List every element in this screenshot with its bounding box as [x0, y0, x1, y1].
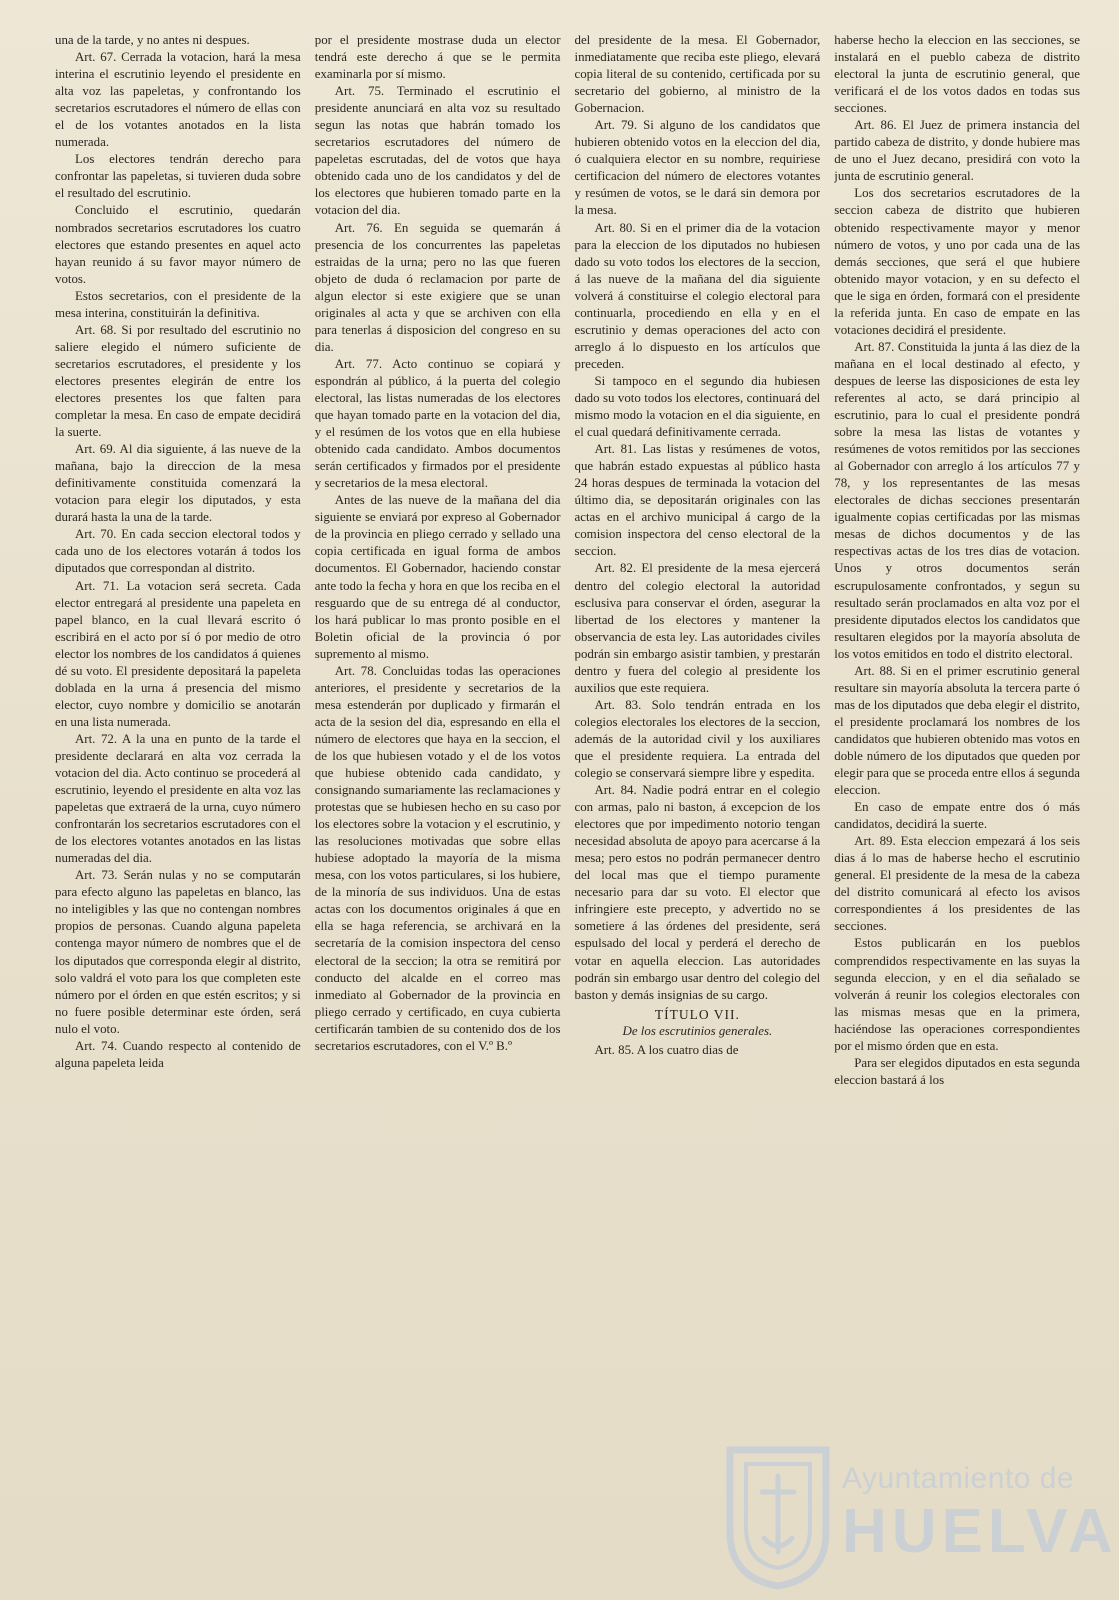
article-paragraph: Art. 78. Concluidas todas las operaciones anteriores, el presidente y secretarios de la mesa estenderán por duplicado y firmarán el acta de la sesion del dia, espresando en ella el número de electores que haya en la seccion, el de los que hubiesen votado y el de los votos que hubiese obtenido cada candidato, y consignando sumariamente las reclamaciones y protestas que se hubiesen hecho en su caso por los electores sobre la votacion y el escrutinio, y las resoluciones motivadas que sobre ellas hubiese adoptado la mayoría de la misma mesa, con los votos particulares, si los hubiere, de la minoría de sus individuos. Una de estas actas con los documentos originales á que en ella se haga referencia, se archivará en la secretaría de la comision inspectora del censo electoral de la seccion; la otra se remitirá por conducto del alcalde en el correo mas inmediato al Gobernador de la provincia en pliego cerrado y certificado, en cuya cubierta certificarán tambien de su contenido dos de los secretarios escrutadores, con el V.º B.º: [314, 663, 561, 1053]
text-paragraph: Si tampoco en el segundo dia hubiesen dado su voto todos los electores, continuará del mismo modo la votacion en el dia siguiente, en el cual quedará definitivamente cerrada.: [574, 373, 821, 440]
text-paragraph: Estos secretarios, con el presidente de la mesa interina, constituirán la definitiva.: [55, 288, 301, 320]
article-paragraph: Art. 80. Si en el primer dia de la votacion para la eleccion de los diputados no hubiesen dado su voto todos los electores de la seccion, á las nueve de la mañana del dia siguiente volverá á constituirse el colegio electoral para continuarla, procediendo en ella y en el escrutinio y demas operaciones del acto con arreglo á lo dispuesto en los artículos que preceden.: [574, 220, 821, 371]
text-columns: [55, 32, 1080, 1572]
column-2: [315, 32, 561, 1572]
text-paragraph: haberse hecho la eleccion en las secciones, se instalará en el pueblo cabeza de distrito electoral la junta de escrutinio general, que verificará el de los votos dados en todas sus secciones.: [834, 33, 1080, 116]
article-paragraph: Art. 75. Terminado el escrutinio el presidente anunciará en alta voz su resultado segun las notas que habrán tomado los secretarios escrutadores del número de papeletas escrutadas, del de votos que haya obtenido cada uno de los candidatos y del de los electores que hubieren tomado parte en la votacion del dia.: [314, 84, 561, 218]
watermark-line1: Ayuntamiento de: [842, 1462, 1075, 1495]
watermark-line2: HUELVA: [842, 1497, 1118, 1566]
article-paragraph: Art. 70. En cada seccion electoral todos y cada uno de los electores votarán á todos los diputados que correspondan al distrito.: [55, 527, 301, 576]
article-paragraph: Art. 85. A los cuatro dias de: [594, 1042, 739, 1057]
article-paragraph: Art. 81. Las listas y resúmenes de votos, que habrán estado expuestas al público hasta 24 horas despues de terminada la votacion del último dia, se depositarán originales con las actas en el archivo municipal á cargo de la comision inspectora del censo electoral de la seccion.: [574, 442, 821, 559]
article-paragraph: Art. 86. El Juez de primera instancia del partido cabeza de distrito, y donde hubiere mas de uno el Juez decano, presidirá con voto la junta de escrutinio general.: [834, 118, 1080, 184]
column-4: [834, 32, 1080, 1572]
text-paragraph: Concluido el escrutinio, quedarán nombrados secretarios escrutadores los cuatro electores que estando presentes en aquel acto hayan reunido á su favor mayor número de votos.: [55, 203, 301, 286]
text-paragraph: por el presidente mostrase duda un elector tendrá este derecho á que se le permita examinarla por sí mismo.: [314, 33, 561, 82]
text-paragraph: Antes de las nueve de la mañana del dia siguiente se enviará por expreso al Gobernador de la provincia en pliego cerrado y sellado una copia certificada en igual forma de ambos documentos. El Gobernador, haciendo constar ante todo la fecha y hora en que los reciba en el resguardo que de su entrega dé al conductor, los hará publicar lo mas pronto posible en el Boletin oficial de la provincia ó por supremento al mismo.: [314, 493, 561, 661]
article-paragraph: Art. 76. En seguida se quemarán á presencia de los concurrentes las papeletas estraidas de la urna; pero no las que fueren objeto de duda ó reclamacion por parte de algun elector si este exigiere que se unan originales al acta y que se archiven con ella para tenerlas á disposicion del congreso en su dia.: [314, 220, 561, 354]
article-paragraph: Art. 73. Serán nulas y no se computarán para efecto alguno las papeletas en blanco, las no inteligibles y las que no contengan nombres propios de personas. Cuando alguna papeleta contenga mayor número de nombres que el de los diputados que corresponda elegir al distrito, solo valdrá el voto para los que completen este número por el órden en que estén escritos; y si no fuere posible determinar este órden, será nulo el voto.: [55, 868, 301, 1036]
column-3: [575, 32, 821, 1572]
article-paragraph: Art. 83. Solo tendrán entrada en los colegios electorales los electores de la seccion, además de la autoridad civil y los auxiliares que el presidente requiera. La entrada del colegio se conservará siempre libre y espedita.: [574, 697, 821, 781]
article-paragraph: Art. 84. Nadie podrá entrar en el colegio con armas, palo ni baston, á excepcion de los electores que por impedimento notorio tengan necesidad absoluta de apoyo para acercarse á la mesa; pero estos no podrán permanecer dentro del local mas que el tiempo puramente necesario para dar su voto. El elector que infringiere este precepto, y advertido no se sometiere á las órdenes del presidente, será espulsado del local y perderá el derecho de votar en aquella eleccion. Las autoridades podrán sin embargo usar dentro del colegio del baston y demás insignias de su cargo.: [574, 783, 821, 1002]
article-paragraph: Art. 79. Si alguno de los candidatos que hubieren obtenido votos en la eleccion del dia, ó cualquiera elector en su nombre, requiriese certificacion del número de electores votantes y resúmen de votos, se le dará sin demora por la mesa.: [574, 118, 821, 218]
article-paragraph: Art. 89. Esta eleccion empezará á los seis dias á lo mas de haberse hecho el escrutinio general. El presidente de la mesa de la cabeza del distrito comunicará al efecto los avisos correspondientes á los presidentes de las secciones.: [834, 834, 1080, 934]
article-paragraph: Art. 88. Si en el primer escrutinio general resultare sin mayoría absoluta la tercera parte ó mas de los diputados que deba elegir el distrito, el presidente proclamará los nombres de los candidatos que hubieren obtenido mas votos en doble número de los diputados que queden por elegir para que se proceda entre ellos á segunda eleccion.: [834, 663, 1080, 798]
text-paragraph: En caso de empate entre dos ó más candidatos, decidirá la suerte.: [834, 800, 1080, 832]
article-paragraph: Art. 72. A la una en punto de la tarde el presidente declarará en alta voz cerrada la votacion del dia. Acto continuo se procederá al escrutinio, leyendo el presidente en alta voz las papeletas que extraerá de la urna, cuyo número confrontarán los secretarios escrutadores con el de los electores votantes anotados en las listas numeradas del dia.: [55, 731, 301, 866]
section-title: TÍTULO VII.: [654, 1006, 740, 1022]
text-paragraph: Para ser elegidos diputados en esta segunda eleccion bastará á los: [834, 1055, 1080, 1087]
article-paragraph: Art. 87. Constituida la junta á las diez de la mañana en el local destinado al efecto, y despues de leerse las disposiciones de esta ley referentes al acto, se dará principio al escrutinio, para lo cual el presidente pondrá sobre la mesa las listas de votantes y resúmenes de votos remitidos por las secciones al Gobernador con arreglo á los artículos 77 y 78, y los representantes de las mesas electorales de dichas secciones presentarán igualmente copias certificadas por las mismas mesas de dichos documentos y de las respectivas actas de los tres dias de votacion. Unos y otros documentos serán escrupulosamente confrontados, y segun su resultado serán proclamados en alta voz por el presidente diputados electos los candidatos que resultaren elegidos por la mayoría absoluta de los votos emitidos en todo el distrito electoral.: [834, 339, 1080, 661]
article-paragraph: Art. 67. Cerrada la votacion, hará la mesa interina el escrutinio leyendo el presidente en alta voz las papeletas, y confrontando los secretarios escrutadores el número de ellas con el de los votantes anotados en la lista numerada.: [55, 50, 301, 150]
text-paragraph: Estos publicarán en los pueblos comprendidos respectivamente en las suyas la segunda eleccion, y en el dia señalado se volverán á reunir los colegios electorales con las mismas mesas que en la primera, haciéndose las operaciones correspondientes por el mismo órden que en esta.: [834, 936, 1080, 1053]
text-paragraph: una de la tarde, y no antes ni despues.: [55, 33, 250, 47]
text-paragraph: Los electores tendrán derecho para confrontar las papeletas, si tuvieren duda sobre el resultado del escrutinio.: [55, 152, 301, 201]
text-paragraph: del presidente de la mesa. El Gobernador, inmediatamente que reciba este pliego, elevará copia literal de su contenido, certificada por su secretario del gobierno, al ministro de la Gobernacion.: [574, 33, 821, 116]
article-paragraph: Art. 82. El presidente de la mesa ejercerá dentro del colegio electoral la autoridad esclusiva para conservar el órden, asegurar la libertad de los electores y mantener la observancia de esta ley. Las autoridades civiles podrán sin embargo asistir tambien, y prestarán dentro y fuera del colegio al presidente los auxilios que este requiera.: [574, 561, 821, 695]
column-1: [55, 32, 301, 1572]
article-paragraph: Art. 71. La votacion será secreta. Cada elector entregará al presidente una papeleta en papel blanco, en la cual llevará escrito ó escribirá en el acto por sí ó por medio de otro elector los nombres de los candidatos á quienes dé su voto. El presidente depositará la papeleta doblada en la urna á presencia del mismo elector, cuyo nombre y domicilio se anotarán en una lista numerada.: [55, 578, 301, 729]
article-paragraph: Art. 69. Al dia siguiente, á las nueve de la mañana, bajo la direccion de la mesa definitivamente constituida comenzará la votacion para elegir los diputados, y esta durará hasta la una de la tarde.: [55, 442, 301, 525]
article-paragraph: Art. 68. Si por resultado del escrutinio no saliere elegido el número suficiente de secretarios escrutadores, el presidente y los electores presentes elegirán de entre los electores presentes los que falten para completar la mesa. En caso de empate decidirá la suerte.: [55, 322, 301, 440]
section-subtitle: De los escrutinios generales.: [622, 1023, 773, 1038]
article-paragraph: Art. 77. Acto continuo se copiará y espondrán al público, á la puerta del colegio electoral, las listas numeradas de los electores que hayan tomado parte en la votacion del dia, y el resúmen de los votos que en ella hubiese obtenido cada candidato. Ambos documentos serán certificados y firmados por el presidente y secretarios de la mesa electoral.: [314, 356, 561, 491]
article-paragraph: Art. 74. Cuando respecto al contenido de alguna papeleta leida: [55, 1038, 301, 1070]
text-paragraph: Los dos secretarios escrutadores de la seccion cabeza de distrito que hubieren obtenido respectivamente mayor y menor número de votos, y uno por cada una de las demás secciones, que será el que hubiere obtenido mayor votacion, y en su defecto el que le siga en órden, formará con el presidente la referida junta. En caso de empate en las votaciones decidirá el presidente.: [834, 186, 1080, 337]
